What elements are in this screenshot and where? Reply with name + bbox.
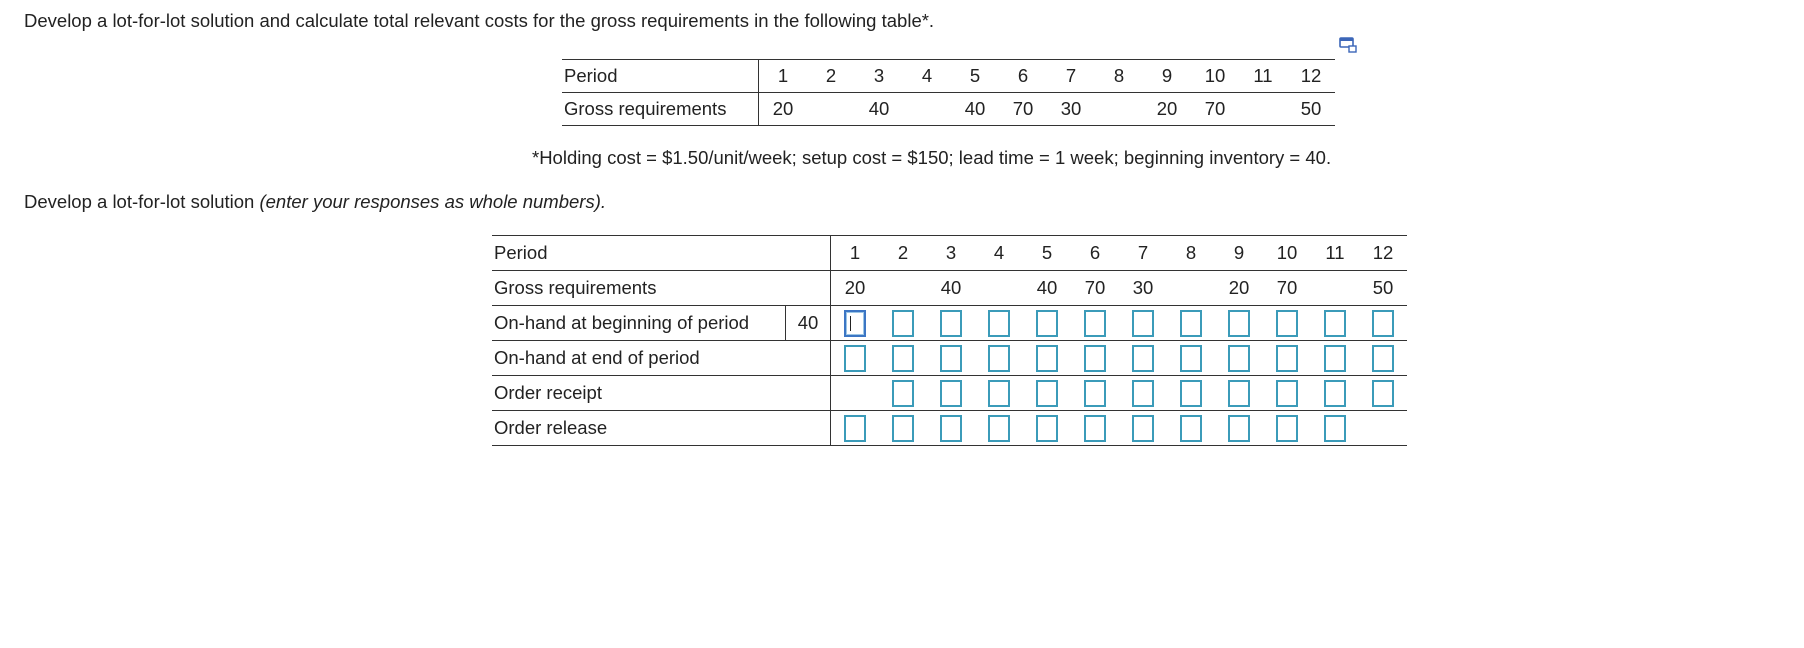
- period-2: 2: [807, 60, 855, 93]
- answer-period-4: 4: [975, 236, 1023, 271]
- answer-period-10: 10: [1263, 236, 1311, 271]
- order-receipt-label: Order receipt: [492, 376, 831, 411]
- on-hand-begin-label: On-hand at beginning of period: [492, 306, 786, 341]
- answer-period-12: 12: [1359, 236, 1407, 271]
- order-release-input-3[interactable]: [940, 415, 962, 442]
- gross-2: [807, 93, 855, 126]
- gross-3: 40: [855, 93, 903, 126]
- answer-gross-row: [492, 271, 1407, 306]
- gross-10: 70: [1191, 93, 1239, 126]
- on-hand-begin-input-9[interactable]: [1228, 310, 1250, 337]
- on-hand-begin-input-5[interactable]: [1036, 310, 1058, 337]
- gross-requirements-table: [562, 59, 1335, 126]
- on-hand-end-label: On-hand at end of period: [492, 341, 831, 376]
- answer-gross-12: 50: [1359, 271, 1407, 306]
- period-6: 6: [999, 60, 1047, 93]
- order-receipt-input-11[interactable]: [1324, 380, 1346, 407]
- order-release-input-1[interactable]: [844, 415, 866, 442]
- on-hand-end-input-9[interactable]: [1228, 345, 1250, 372]
- gross-6: 70: [999, 93, 1047, 126]
- period-row: [562, 60, 1335, 93]
- gross-label: Gross requirements: [562, 93, 759, 126]
- cost-footnote: *Holding cost = $1.50/unit/week; setup cost = $150; lead time = 1 week; beginning inventory = 40.: [532, 147, 1332, 168]
- on-hand-begin-input-8[interactable]: [1180, 310, 1202, 337]
- order-release-input-2[interactable]: [892, 415, 914, 442]
- on-hand-begin-input-2[interactable]: [892, 310, 914, 337]
- on-hand-begin-input-10[interactable]: [1276, 310, 1298, 337]
- answer-gross-9: 20: [1215, 271, 1263, 306]
- order-release-empty-12: [1359, 411, 1407, 446]
- on-hand-end-input-11[interactable]: [1324, 345, 1346, 372]
- gross-5: 40: [951, 93, 999, 126]
- order-release-input-8[interactable]: [1180, 415, 1202, 442]
- period-8: 8: [1095, 60, 1143, 93]
- order-release-label: Order release: [492, 411, 831, 446]
- on-hand-end-input-3[interactable]: [940, 345, 962, 372]
- on-hand-begin-row: [492, 306, 1407, 341]
- answer-period-1: 1: [831, 236, 880, 271]
- on-hand-begin-input-12[interactable]: [1372, 310, 1394, 337]
- order-receipt-input-6[interactable]: [1084, 380, 1106, 407]
- on-hand-end-input-7[interactable]: [1132, 345, 1154, 372]
- answer-period-9: 9: [1215, 236, 1263, 271]
- answer-period-7: 7: [1119, 236, 1167, 271]
- order-receipt-input-3[interactable]: [940, 380, 962, 407]
- answer-period-8: 8: [1167, 236, 1215, 271]
- on-hand-end-input-1[interactable]: [844, 345, 866, 372]
- answer-period-2: 2: [879, 236, 927, 271]
- period-12: 12: [1287, 60, 1335, 93]
- instruction-main: Develop a lot-for-lot solution: [24, 191, 255, 212]
- on-hand-end-input-8[interactable]: [1180, 345, 1202, 372]
- period-10: 10: [1191, 60, 1239, 93]
- beginning-inventory: 40: [786, 306, 831, 341]
- order-receipt-row: [492, 376, 1407, 411]
- order-release-input-10[interactable]: [1276, 415, 1298, 442]
- order-receipt-input-12[interactable]: [1372, 380, 1394, 407]
- order-release-input-4[interactable]: [988, 415, 1010, 442]
- answer-gross-2: [879, 271, 927, 306]
- period-11: 11: [1239, 60, 1287, 93]
- gross-11: [1239, 93, 1287, 126]
- order-release-row: [492, 411, 1407, 446]
- period-9: 9: [1143, 60, 1191, 93]
- gross-row: [562, 93, 1335, 126]
- answer-gross-10: 70: [1263, 271, 1311, 306]
- answer-gross-11: [1311, 271, 1359, 306]
- order-release-input-6[interactable]: [1084, 415, 1106, 442]
- gross-4: [903, 93, 951, 126]
- gross-7: 30: [1047, 93, 1095, 126]
- period-1: 1: [759, 60, 808, 93]
- on-hand-end-input-12[interactable]: [1372, 345, 1394, 372]
- answer-gross-5: 40: [1023, 271, 1071, 306]
- answer-period-row: [492, 236, 1407, 271]
- gross-9: 20: [1143, 93, 1191, 126]
- period-label: Period: [562, 60, 759, 93]
- order-receipt-input-10[interactable]: [1276, 380, 1298, 407]
- order-receipt-input-5[interactable]: [1036, 380, 1058, 407]
- gross-12: 50: [1287, 93, 1335, 126]
- answer-gross-6: 70: [1071, 271, 1119, 306]
- period-7: 7: [1047, 60, 1095, 93]
- answer-gross-1: 20: [831, 271, 880, 306]
- order-receipt-input-4[interactable]: [988, 380, 1010, 407]
- instruction-hint: (enter your responses as whole numbers).: [259, 191, 607, 212]
- on-hand-begin-input-4[interactable]: [988, 310, 1010, 337]
- answer-period-5: 5: [1023, 236, 1071, 271]
- answer-period-label: Period: [492, 236, 831, 271]
- gross-8: [1095, 93, 1143, 126]
- period-5: 5: [951, 60, 999, 93]
- order-release-input-5[interactable]: [1036, 415, 1058, 442]
- on-hand-end-input-6[interactable]: [1084, 345, 1106, 372]
- on-hand-end-input-5[interactable]: [1036, 345, 1058, 372]
- order-receipt-input-2[interactable]: [892, 380, 914, 407]
- order-release-input-7[interactable]: [1132, 415, 1154, 442]
- on-hand-end-row: [492, 341, 1407, 376]
- answer-gross-3: 40: [927, 271, 975, 306]
- on-hand-begin-input-6[interactable]: [1084, 310, 1106, 337]
- order-release-input-9[interactable]: [1228, 415, 1250, 442]
- order-receipt-input-9[interactable]: [1228, 380, 1250, 407]
- on-hand-begin-input-7[interactable]: [1132, 310, 1154, 337]
- on-hand-begin-input-11[interactable]: [1324, 310, 1346, 337]
- answer-gross-label: Gross requirements: [492, 271, 831, 306]
- period-3: 3: [855, 60, 903, 93]
- on-hand-begin-input-1[interactable]: [844, 310, 866, 337]
- on-hand-begin-input-3[interactable]: [940, 310, 962, 337]
- order-receipt-input-8[interactable]: [1180, 380, 1202, 407]
- on-hand-end-input-10[interactable]: [1276, 345, 1298, 372]
- answer-gross-4: [975, 271, 1023, 306]
- answer-gross-8: [1167, 271, 1215, 306]
- answer-gross-7: 30: [1119, 271, 1167, 306]
- instruction: [24, 191, 606, 213]
- problem-statement: Develop a lot-for-lot solution and calculate total relevant costs for the gross requirements in the following table*.: [24, 10, 935, 31]
- order-receipt-input-7[interactable]: [1132, 380, 1154, 407]
- on-hand-end-input-4[interactable]: [988, 345, 1010, 372]
- on-hand-end-input-2[interactable]: [892, 345, 914, 372]
- copy-table-icon[interactable]: [1339, 37, 1357, 53]
- answer-period-3: 3: [927, 236, 975, 271]
- lot-for-lot-table: [492, 235, 1407, 446]
- answer-period-11: 11: [1311, 236, 1359, 271]
- answer-period-6: 6: [1071, 236, 1119, 271]
- gross-1: 20: [759, 93, 808, 126]
- order-release-input-11[interactable]: [1324, 415, 1346, 442]
- period-4: 4: [903, 60, 951, 93]
- order-receipt-empty-1: [831, 376, 880, 411]
